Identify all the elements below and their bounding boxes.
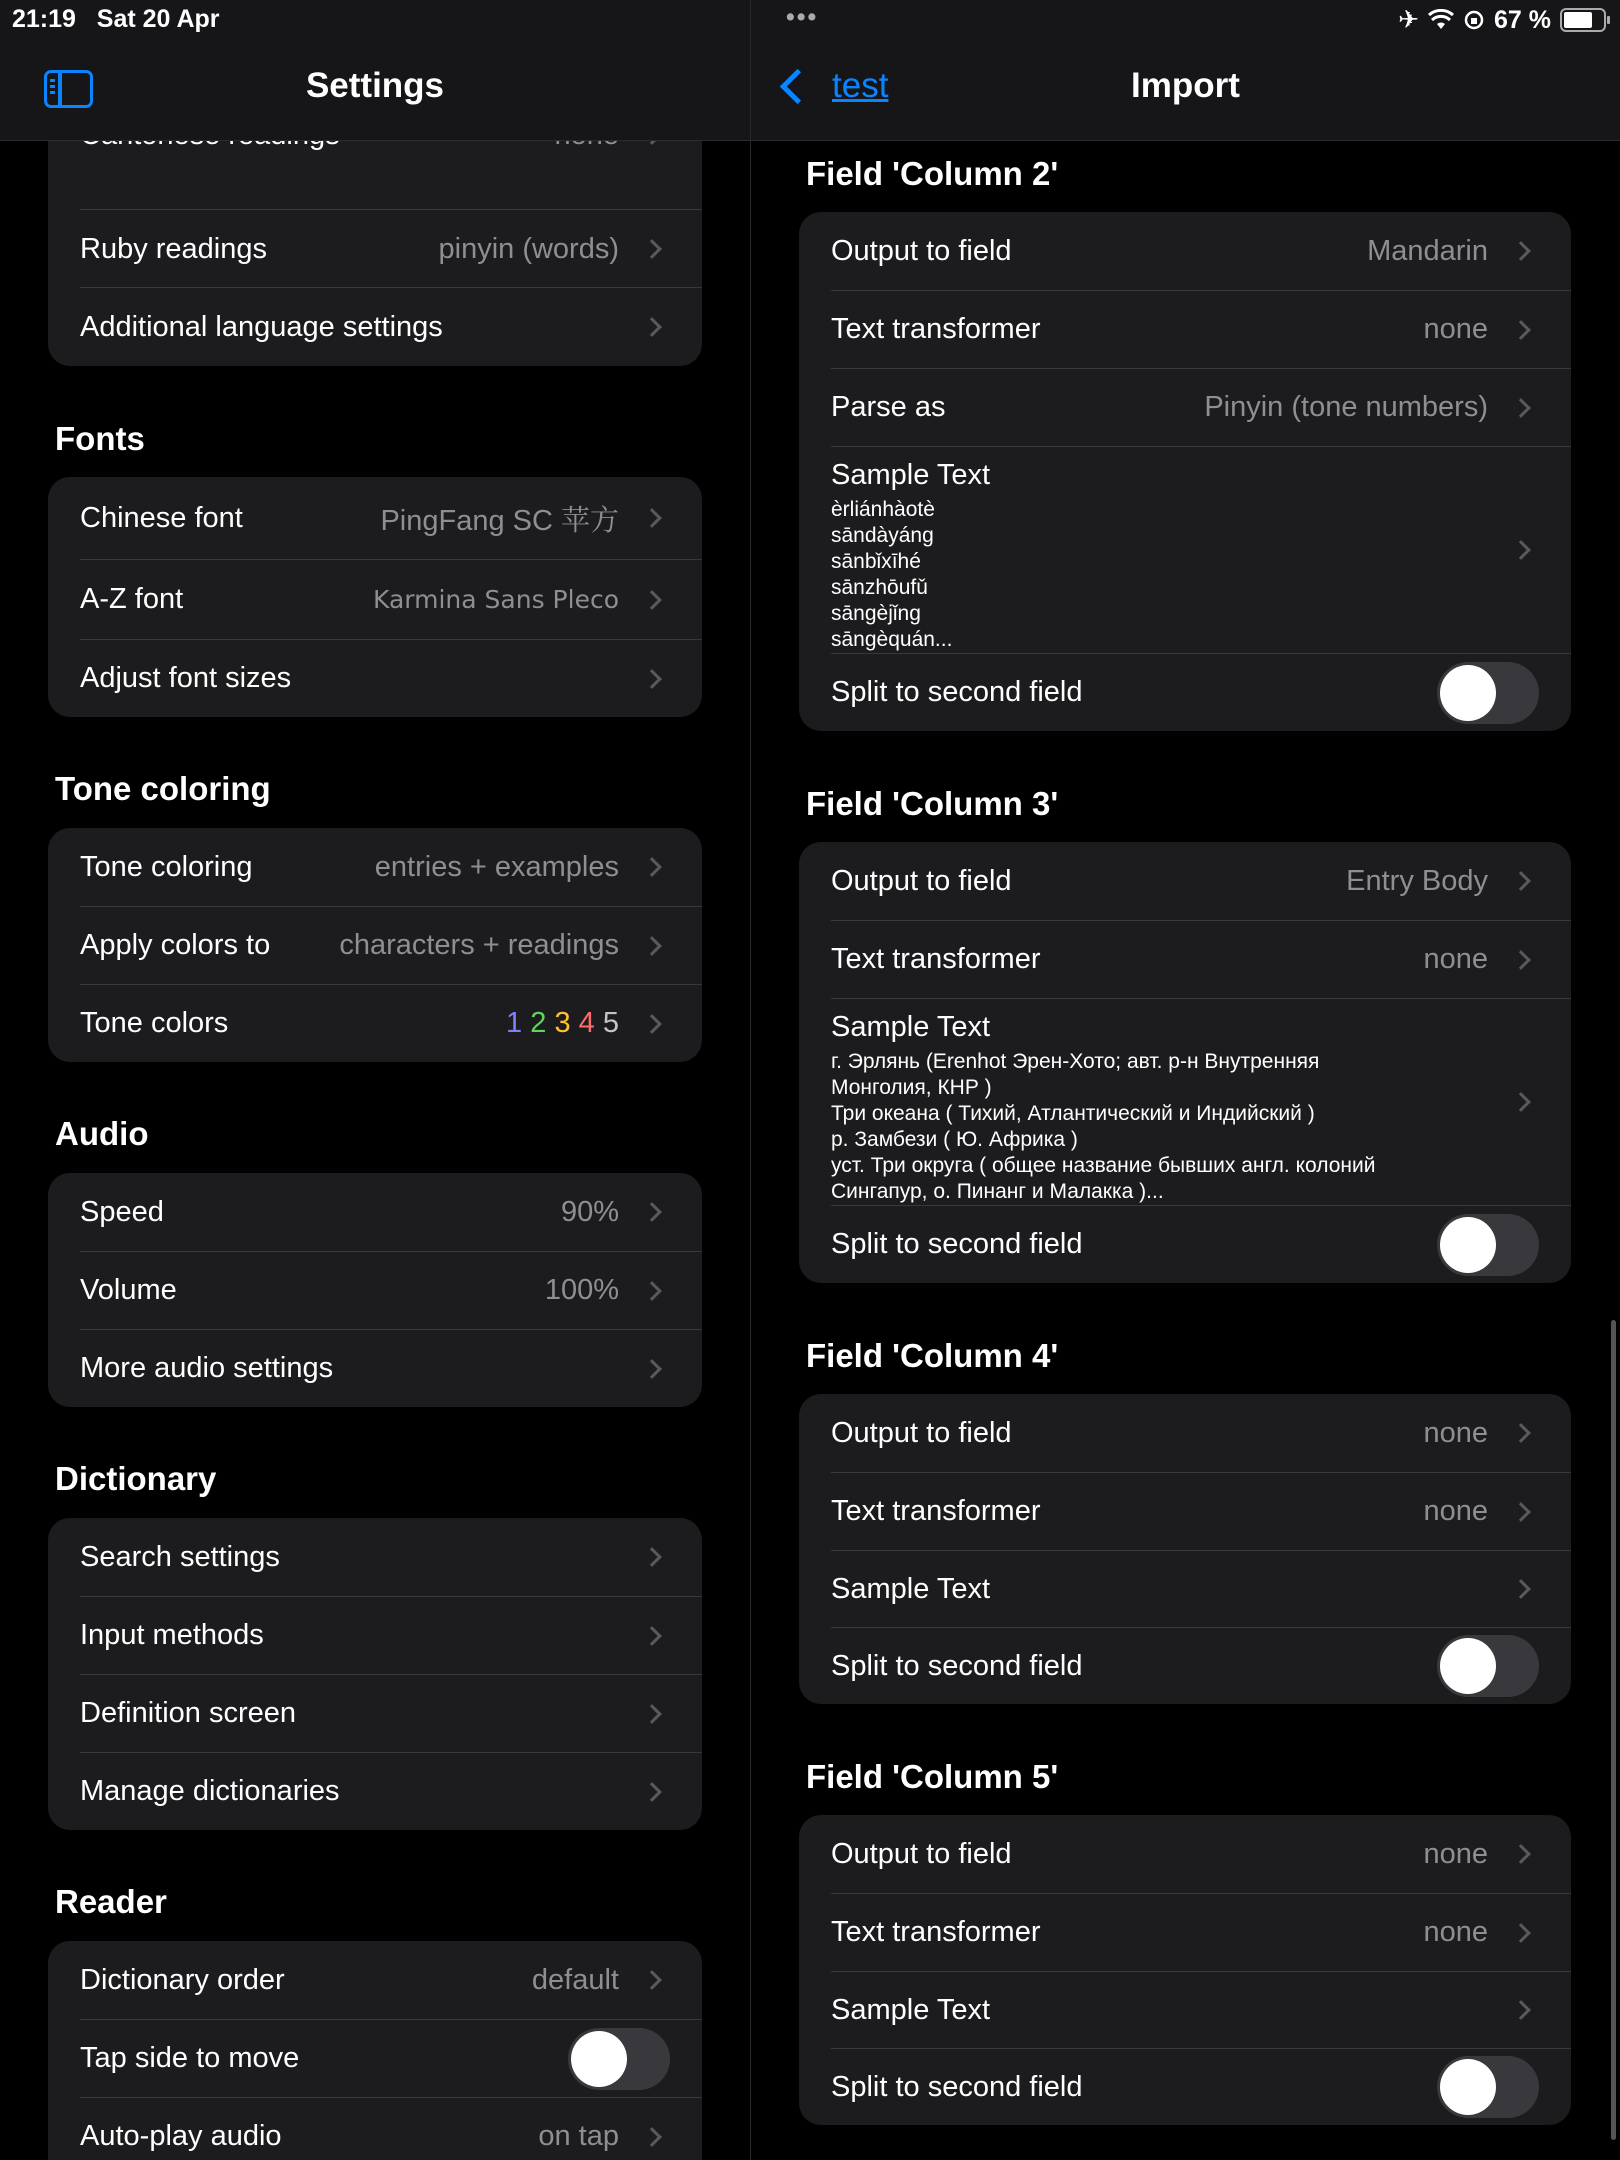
az-font-row[interactable]: A-Z font Karmina Sans Pleco [48,560,702,639]
column-2-split-toggle[interactable] [1437,662,1539,724]
fonts-heading: Fonts [55,420,145,457]
chevron-right-icon [1511,398,1531,418]
multitasking-dots-icon[interactable]: ••• [786,3,819,31]
column-2-sample-row[interactable]: Sample Text èrliánhàotè sāndàyáng sānbǐxīhé sānzhōufǔ sāngèjǐng sāngèquán... [799,447,1571,653]
column-3-split-row: Split to second field [799,1206,1571,1283]
column-3-transformer-row[interactable]: Text transformer none [799,921,1571,998]
column-5-sample-row[interactable]: Sample Text [799,1972,1571,2048]
auto-play-audio-row[interactable]: Auto-play audio on tap [48,2098,702,2160]
chevron-right-icon [642,1281,662,1301]
chevron-right-icon [1511,1579,1531,1599]
column-4-split-toggle[interactable] [1437,1635,1539,1697]
tone-3: 3 [554,1007,571,1039]
tone-coloring-row[interactable]: Tone coloring entries + examples [48,828,702,906]
chevron-right-icon [1511,1423,1531,1443]
column-3-split-toggle[interactable] [1437,1214,1539,1276]
column-3-sample-text: г. Эрлянь (Erenhot Эрен-Хото; авт. р-н Внутренняя Монголия, КНР ) Три океана ( Тихий, Атлантический и Индийский ) р. Замбези ( Ю. Африка ) уст. Три округа ( общее название бывших англ. колоний Сингапур, о. Пинанг и Малакка )... [831,1050,1376,1203]
more-audio-settings-row[interactable]: More audio settings [48,1330,702,1407]
column-5-transformer-row[interactable]: Text transformer none [799,1894,1571,1971]
column-2-split-row: Split to second field [799,654,1571,731]
adjust-font-sizes-row[interactable]: Adjust font sizes [48,640,702,717]
chevron-right-icon [642,2127,662,2147]
column-2-group [799,212,1571,731]
dictionary-heading: Dictionary [55,1460,217,1497]
chevron-right-icon [1511,2000,1531,2020]
tone-colors-row[interactable]: Tone colors 1 2 3 4 5 [48,985,702,1062]
import-scrollbar[interactable] [1611,1320,1616,2140]
reader-group [48,1941,702,2160]
wifi-icon [1428,9,1454,31]
tone-coloring-heading: Tone coloring [55,770,271,807]
airplane-icon: ✈ [1398,6,1420,34]
chinese-font-row[interactable]: Chinese font PingFang SC 苹方 [48,477,702,559]
chevron-right-icon [642,317,662,337]
column-5-output-row[interactable]: Output to field none [799,1815,1571,1893]
status-bar [0,0,1620,40]
chevron-right-icon [1511,241,1531,261]
apply-colors-to-row[interactable]: Apply colors to characters + readings [48,907,702,984]
tone-2: 2 [530,1007,547,1039]
chevron-right-icon [642,1014,662,1034]
additional-language-settings-row[interactable]: Additional language settings [48,288,702,366]
battery-icon [1560,8,1606,32]
column-5-heading: Field 'Column 5' [806,1758,1059,1795]
import-pane[interactable] [751,0,1620,2160]
back-button[interactable]: test [773,66,888,106]
tap-side-to-move-row: Tap side to move [48,2020,702,2097]
chevron-right-icon [642,936,662,956]
audio-heading: Audio [55,1115,149,1152]
column-4-sample-row[interactable]: Sample Text [799,1551,1571,1627]
audio-group [48,1173,702,1407]
manage-dictionaries-row[interactable]: Manage dictionaries [48,1753,702,1830]
column-3-sample-row[interactable]: Sample Text г. Эрлянь (Erenhot Эрен-Хото; авт. р-н Внутренняя Монголия, КНР ) Три океана ( Тихий, Атлантический и Индийский ) р. Замбези ( Ю. Африка ) уст. Три округа ( общее название бывших англ. колоний Сингапур, о. Пинанг и Малакка )... [799,999,1571,1205]
definition-screen-row[interactable]: Definition screen [48,1675,702,1752]
settings-pane[interactable] [0,0,750,2160]
column-2-parse-row[interactable]: Parse as Pinyin (tone numbers) [799,369,1571,446]
column-4-heading: Field 'Column 4' [806,1337,1059,1374]
status-icons [1398,5,1606,35]
chevron-right-icon [642,857,662,877]
import-title: Import [1131,66,1240,105]
tone-colors-preview [506,1007,619,1040]
chevron-right-icon [1511,1923,1531,1943]
tone-1: 1 [506,1007,523,1039]
column-4-group [799,1394,1571,1704]
tone-5: 5 [602,1007,619,1039]
search-settings-row[interactable]: Search settings [48,1518,702,1596]
dictionary-group [48,1518,702,1830]
column-3-heading: Field 'Column 3' [806,785,1059,822]
page-title: Settings [305,66,445,105]
chevron-right-icon [1511,871,1531,891]
ruby-readings-row[interactable]: Ruby readings pinyin (words) [48,210,702,288]
chevron-right-icon [1511,1502,1531,1522]
column-5-group [799,1815,1571,2125]
chevron-right-icon [642,1626,662,1646]
column-2-sample-text: èrliánhàotè sāndàyáng sānbǐxīhé sānzhōufǔ sāngèjǐng sāngèquán... [831,498,953,651]
chevron-right-icon [642,1359,662,1379]
chevron-right-icon [642,508,662,528]
column-2-output-row[interactable]: Output to field Mandarin [799,212,1571,290]
chevron-right-icon [642,590,662,610]
volume-row[interactable]: Volume 100% [48,1252,702,1329]
chevron-right-icon [642,1970,662,1990]
chevron-right-icon [1511,1844,1531,1864]
column-4-transformer-row[interactable]: Text transformer none [799,1473,1571,1550]
column-5-split-toggle[interactable] [1437,2056,1539,2118]
speed-row[interactable]: Speed 90% [48,1173,702,1251]
column-2-transformer-row[interactable]: Text transformer none [799,291,1571,368]
column-2-heading: Field 'Column 2' [806,155,1059,192]
chevron-right-icon [1511,540,1531,560]
column-3-output-row[interactable]: Output to field Entry Body [799,842,1571,920]
dictionary-order-row[interactable]: Dictionary order default [48,1941,702,2019]
chevron-right-icon [1511,950,1531,970]
reader-heading: Reader [55,1883,167,1920]
status-time: 21:19 Sat 20 Apr [12,5,220,33]
chevron-right-icon [1511,1092,1531,1112]
input-methods-row[interactable]: Input methods [48,1597,702,1674]
chevron-right-icon [642,1782,662,1802]
chevron-right-icon [642,1704,662,1724]
orientation-lock-icon [1463,9,1485,31]
tone-coloring-group [48,828,702,1062]
chevron-right-icon [642,669,662,689]
column-4-output-row[interactable]: Output to field none [799,1394,1571,1472]
column-3-group [799,842,1571,1283]
column-5-split-row: Split to second field [799,2049,1571,2125]
chevron-right-icon [642,1202,662,1222]
chevron-right-icon [642,239,662,259]
tap-side-to-move-toggle[interactable] [568,2028,670,2090]
column-4-split-row: Split to second field [799,1628,1571,1704]
chevron-right-icon [1511,320,1531,340]
chevron-right-icon [642,1547,662,1567]
tone-4: 4 [578,1007,595,1039]
fonts-group [48,477,702,717]
battery-percent: 67 % [1494,5,1551,34]
